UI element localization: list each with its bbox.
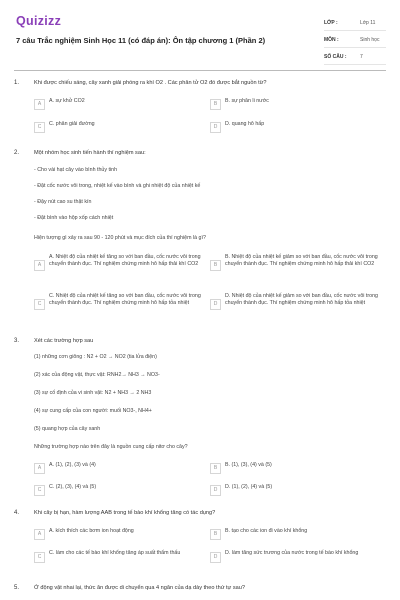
- option-text: C. phân giải đường: [49, 121, 95, 127]
- question-number: 5.: [14, 585, 20, 591]
- option-text: B. Nhiệt độ của nhiệt kế giảm so với ban đầu, cốc nước vôi trong chuyển thành đục. Thí nghiệm chứng minh hô hấp thải khí CO2: [225, 254, 378, 267]
- option-b[interactable]: [210, 252, 386, 278]
- option-letter: D: [210, 485, 221, 496]
- meta-key: SỐ CÂU :: [324, 54, 347, 60]
- option-text: D. Nhiệt độ của nhiệt kế giảm so với ban đầu, cốc nước vôi trong chuyển thành đục. Thí nghiệm chứng minh hô hấp tỏa nhiệt: [225, 293, 378, 306]
- option-letter: A: [34, 99, 45, 110]
- option-c[interactable]: [34, 482, 210, 500]
- question-text: Khi cây bị hạn, hàm lượng AAB trong tế bào khí khổng tăng có tác dụng?: [34, 510, 216, 516]
- meta-value: 7: [360, 54, 363, 60]
- option-letter: A: [34, 463, 45, 474]
- option-letter: C: [34, 485, 45, 496]
- option-text: A. Nhiệt độ của nhiệt kế tăng so với ban đầu, cốc nước vôi trong chuyển thành đục. Thí nghiệm chứng minh hô hấp thải khí CO2: [49, 254, 201, 267]
- option-d[interactable]: [210, 119, 386, 137]
- option-c[interactable]: [34, 119, 210, 137]
- option-a[interactable]: [34, 96, 210, 114]
- option-letter: B: [210, 260, 221, 271]
- option-text: B. (1), (3), (4) và (5): [225, 462, 272, 468]
- quizizz-logo: Quizizz: [16, 14, 62, 28]
- question-line: (3) sự cố định của vi sinh vật: N2 + NH3 → 2 NH3: [34, 390, 152, 396]
- option-text: D. làm tăng sức trương của nước trong tế bào khí khổng: [225, 550, 359, 556]
- option-text: D. (1), (2), (4) và (5): [225, 484, 273, 490]
- option-letter: D: [210, 299, 221, 310]
- option-a[interactable]: [34, 460, 210, 478]
- question-number: 4.: [14, 510, 20, 516]
- meta-table: [324, 14, 386, 65]
- option-text: C. Nhiệt độ của nhiệt kế tăng so với ban đầu, cốc nước vôi trong chuyển thành đục. Thí nghiệm chứng minh hô hấp tỏa nhiệt: [49, 293, 201, 306]
- question-line: - Đặt bình vào hộp xốp cách nhiệt: [34, 215, 114, 221]
- question-line: (4) sự cung cấp của con người: muối NO3-, NH4+: [34, 408, 152, 414]
- question-line: - Cho vài hạt cây vào bình thủy tinh: [34, 167, 118, 173]
- meta-key: LỚP :: [324, 20, 338, 26]
- option-c[interactable]: [34, 548, 210, 566]
- option-text: A. kích thích các bơm ion hoạt động: [49, 528, 134, 534]
- option-c[interactable]: [34, 291, 210, 317]
- option-letter: C: [34, 122, 45, 133]
- option-d[interactable]: [210, 482, 386, 500]
- question-line: (2) xác của động vật, thực vật: RNH2→ NH3 → NO3-: [34, 372, 160, 378]
- question-number: 1.: [14, 80, 20, 86]
- question-line: - Đậy nút cao su thật kín: [34, 199, 92, 205]
- question-line: Những trường hợp nào trên đây là nguồn cung cấp nitơ cho cây?: [34, 444, 188, 450]
- option-d[interactable]: [210, 548, 386, 566]
- question-line: - Đặt cốc nước vôi trong, nhiệt kế vào bình và ghi nhiệt độ của nhiệt kế: [34, 183, 201, 189]
- option-d[interactable]: [210, 291, 386, 317]
- question-text: Xét các trường hợp sau: [34, 338, 94, 344]
- option-text: B. sự phân li nước: [225, 98, 269, 104]
- option-b[interactable]: [210, 96, 386, 114]
- question-line: (1) những cơn giông : N2 + O2 → NO2 (tia lửa điện): [34, 354, 157, 360]
- meta-row-count: [324, 48, 386, 65]
- option-letter: B: [210, 529, 221, 540]
- question-text: Ở động vật nhai lại, thức ăn được di chuyển qua 4 ngăn của dạ dày theo thứ tự sau?: [34, 585, 245, 591]
- question-number: 3.: [14, 338, 20, 344]
- option-a[interactable]: [34, 526, 210, 544]
- question-text: Khi được chiếu sáng, cây xanh giải phóng ra khí O2 . Các phân tử O2 đó được bắt nguồn từ?: [34, 80, 267, 86]
- header-divider: [14, 70, 386, 71]
- option-letter: A: [34, 260, 45, 271]
- option-text: B. tạo cho các ion đi vào khí khổng: [225, 528, 308, 534]
- option-b[interactable]: [210, 460, 386, 478]
- meta-row-subject: [324, 31, 386, 48]
- option-a[interactable]: [34, 252, 210, 278]
- option-letter: C: [34, 552, 45, 563]
- meta-value: Sinh học: [360, 37, 380, 43]
- meta-key: MÔN :: [324, 37, 339, 43]
- option-text: C. làm cho các tế bào khí khổng tăng áp suất thẩm thấu: [49, 550, 181, 556]
- option-text: A. (1), (2), (3) và (4): [49, 462, 96, 468]
- document-title: 7 câu Trắc nghiệm Sinh Học 11 (có đáp án): Ôn tập chương 1 (Phần 2): [16, 36, 266, 45]
- meta-row-class: [324, 14, 386, 31]
- header: [14, 8, 386, 66]
- option-text: D. quang hô hấp: [225, 121, 265, 127]
- option-letter: D: [210, 122, 221, 133]
- question-text: Một nhóm học sinh tiến hành thí nghiệm sau:: [34, 150, 146, 156]
- option-text: C. (2), (3), (4) và (5): [49, 484, 97, 490]
- option-letter: D: [210, 552, 221, 563]
- question-line: Hiện tượng gì xảy ra sau 90 - 120 phút và mục đích của thí nghiệm là gì?: [34, 235, 206, 241]
- question-line: (5) quang hợp của cây xanh: [34, 426, 101, 432]
- option-letter: B: [210, 99, 221, 110]
- question-number: 2.: [14, 150, 20, 156]
- option-letter: B: [210, 463, 221, 474]
- option-b[interactable]: [210, 526, 386, 544]
- meta-value: Lớp 11: [360, 20, 376, 26]
- option-text: A. sự khử CO2: [49, 98, 85, 104]
- option-letter: C: [34, 299, 45, 310]
- option-letter: A: [34, 529, 45, 540]
